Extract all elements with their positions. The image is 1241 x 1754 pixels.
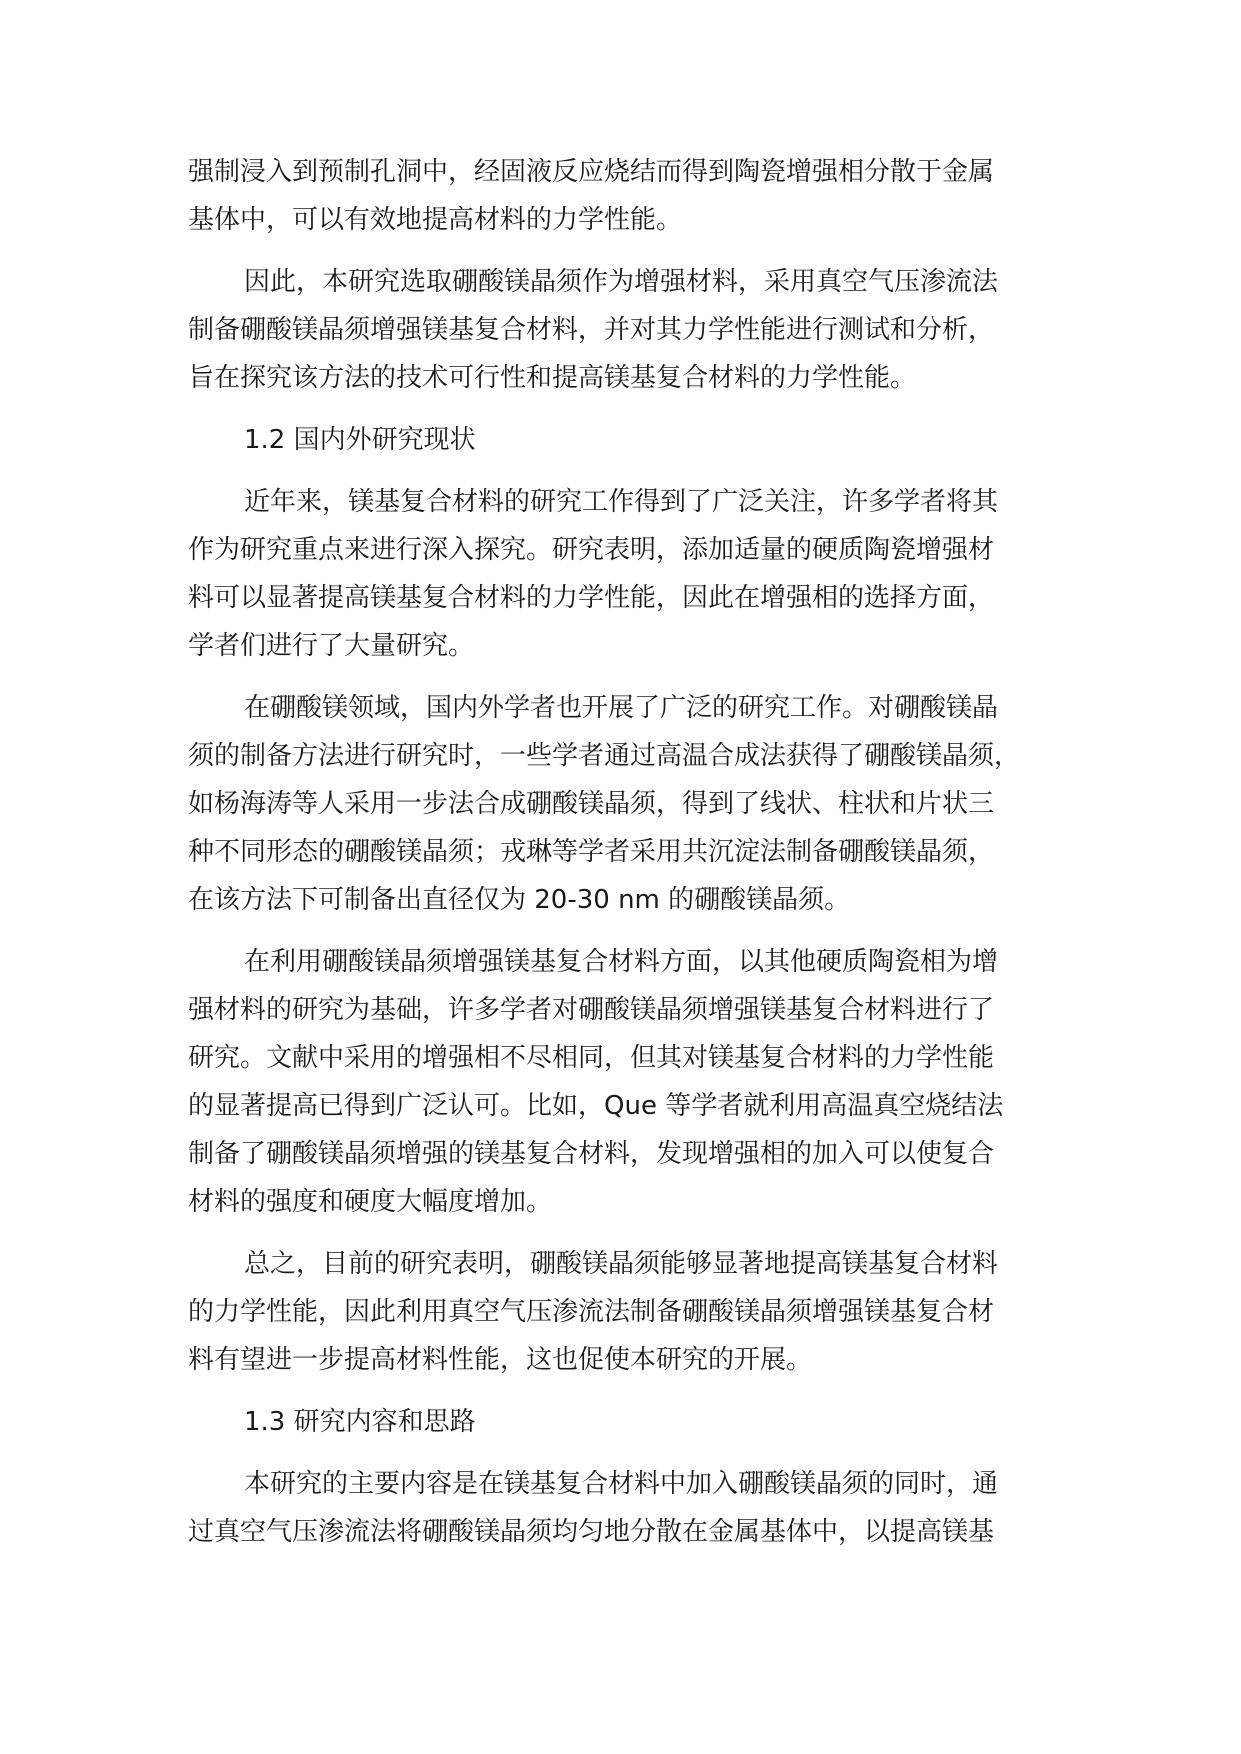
text-line: 总之，目前的研究表明，硼酸镁晶须能够显著地提高镁基复合材料 [244, 1249, 999, 1279]
document-body [188, 148, 1088, 1556]
text-line: 强制浸入到预制孔洞中，经固液反应烧结而得到陶瓷增强相分散于金属 [188, 157, 995, 187]
text-line: 种不同形态的硼酸镁晶须；戎琳等学者采用共沉淀法制备硼酸镁晶须， [188, 837, 995, 867]
text-line: 料可以显著提高镁基复合材料的力学性能，因此在增强相的选择方面， [188, 583, 995, 613]
section-heading-1-2 [188, 416, 1088, 464]
text-line: 如杨海涛等人采用一步法合成硼酸镁晶须，得到了线状、柱状和片状三 [188, 789, 995, 819]
text-line: 制备硼酸镁晶须增强镁基复合材料，并对其力学性能进行测试和分析， [188, 315, 995, 345]
heading-text: 1.3 研究内容和思路 [244, 1407, 476, 1437]
text-line: 近年来，镁基复合材料的研究工作得到了广泛关注，许多学者将其 [244, 487, 999, 517]
text-line: 的显著提高已得到广泛认可。比如，Que 等学者就利用高温真空烧结法 [188, 1091, 1004, 1121]
text-line: 学者们进行了大量研究。 [188, 631, 475, 661]
text-line: 材料的强度和硬度大幅度增加。 [188, 1187, 553, 1217]
paragraph-summary [188, 1240, 1088, 1384]
paragraph-main-content [188, 1460, 1088, 1556]
text-line: 本研究的主要内容是在镁基复合材料中加入硼酸镁晶须的同时，通 [244, 1469, 999, 1499]
text-line: 研究。文献中采用的增强相不尽相同，但其对镁基复合材料的力学性能 [188, 1043, 995, 1073]
text-line: 因此，本研究选取硼酸镁晶须作为增强材料，采用真空气压渗流法 [244, 267, 999, 297]
text-line: 在该方法下可制备出直径仅为 20-30 nm 的硼酸镁晶须。 [188, 885, 851, 915]
text-line: 旨在探究该方法的技术可行性和提高镁基复合材料的力学性能。 [188, 363, 917, 393]
heading-text: 1.2 国内外研究现状 [244, 425, 476, 455]
text-line: 作为研究重点来进行深入探究。研究表明，添加适量的硬质陶瓷增强材 [188, 535, 995, 565]
paragraph-research-aim [188, 258, 1088, 402]
text-line: 在硼酸镁领域，国内外学者也开展了广泛的研究工作。对硼酸镁晶 [244, 693, 999, 723]
text-line: 在利用硼酸镁晶须增强镁基复合材料方面，以其他硬质陶瓷相为增 [244, 947, 999, 977]
paragraph-intro-continued [188, 148, 1088, 244]
text-line: 强材料的研究为基础，许多学者对硼酸镁晶须增强镁基复合材料进行了 [188, 995, 995, 1025]
text-line: 的力学性能，因此利用真空气压渗流法制备硼酸镁晶须增强镁基复合材 [188, 1297, 995, 1327]
text-line: 须的制备方法进行研究时，一些学者通过高温合成法获得了硼酸镁晶须， [188, 741, 1021, 771]
text-line: 制备了硼酸镁晶须增强的镁基复合材料，发现增强相的加入可以使复合 [188, 1139, 995, 1169]
text-line: 过真空气压渗流法将硼酸镁晶须均匀地分散在金属基体中，以提高镁基 [188, 1517, 995, 1547]
text-line: 料有望进一步提高材料性能，这也促使本研究的开展。 [188, 1345, 813, 1375]
paragraph-recent-research [188, 478, 1088, 670]
text-line: 基体中，可以有效地提高材料的力学性能。 [188, 205, 683, 235]
paragraph-magnesium-borate-field [188, 684, 1088, 924]
paragraph-whisker-reinforcement [188, 938, 1088, 1226]
section-heading-1-3 [188, 1398, 1088, 1446]
